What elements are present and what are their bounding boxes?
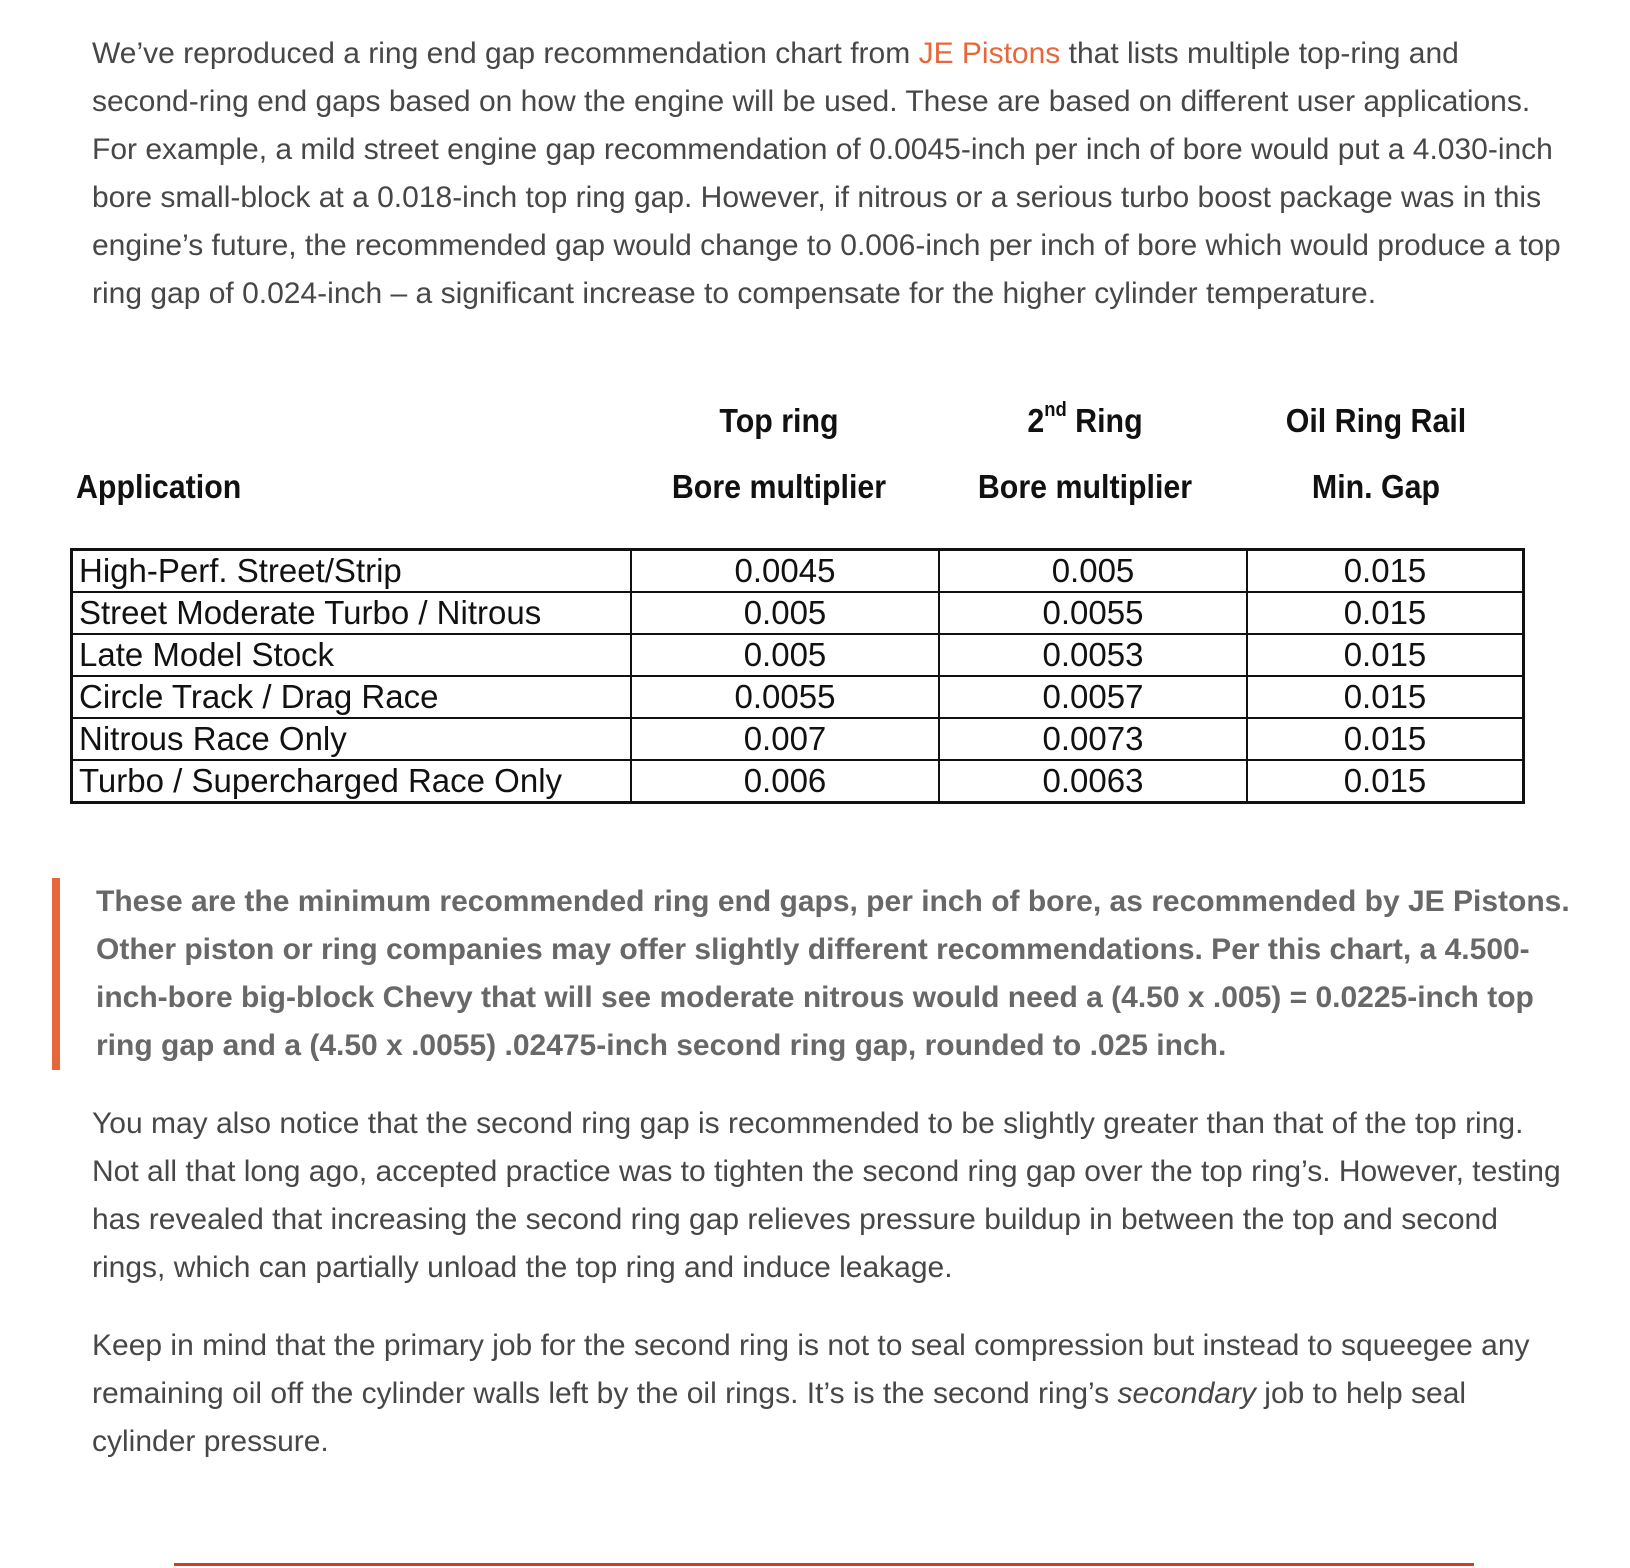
second-ring-cell: 0.0057 xyxy=(939,676,1247,718)
top-ring-cell: 0.006 xyxy=(631,760,939,803)
application-cell: Late Model Stock xyxy=(72,634,632,676)
header-second-ring-num: 2 xyxy=(1027,402,1045,439)
header-top-ring: Top ring xyxy=(719,402,839,439)
second-ring-cell: 0.0055 xyxy=(939,592,1247,634)
oil-ring-cell: 0.015 xyxy=(1247,550,1524,593)
oil-ring-cell: 0.015 xyxy=(1247,634,1524,676)
header-second-ring-word: Ring xyxy=(1066,402,1143,439)
table-row xyxy=(72,550,1524,593)
oil-ring-cell: 0.015 xyxy=(1247,592,1524,634)
ring-gap-chart xyxy=(70,400,1580,820)
second-ring-paragraph: You may also notice that the second ring gap is recommended to be slightly greater than that of the top ring. Not all that long ago, accepted practice was to tighten the second ring gap over the top ring’s. However, testing has revealed that increasing the second ring gap relieves pressure buildup in between the top and second rings, which can partially unload the top ring and induce leakage. xyxy=(92,1107,1561,1284)
oil-ring-cell: 0.015 xyxy=(1247,760,1524,803)
top-ring-cell: 0.0055 xyxy=(631,676,939,718)
top-ring-cell: 0.0045 xyxy=(631,550,939,593)
application-cell: Turbo / Supercharged Race Only xyxy=(72,760,632,803)
top-ring-cell: 0.007 xyxy=(631,718,939,760)
header-oil-min-gap: Min. Gap xyxy=(1311,468,1441,505)
table-row xyxy=(72,634,1524,676)
emphasis-secondary: secondary xyxy=(1117,1377,1256,1410)
second-ring-cell: 0.0053 xyxy=(939,634,1247,676)
intro-paragraph xyxy=(92,30,1572,318)
ring-gap-table xyxy=(70,548,1525,804)
application-cell: High-Perf. Street/Strip xyxy=(72,550,632,593)
header-application: Application xyxy=(76,468,242,505)
callout-text: These are the minimum recommended ring end gaps, per inch of bore, as recommended by JE Pistons. Other piston or ring companies may offer slightly different recommendations. Per this chart, a 4.500-inch-bore big-block Chevy that will see moderate nitrous would need a (4.50 x .005) = 0.0225-inch top ring gap and a (4.50 x .0055) .02475-inch second ring gap, rounded to .025 inch. xyxy=(96,885,1570,1062)
top-ring-cell: 0.005 xyxy=(631,592,939,634)
header-second-ring xyxy=(944,399,1226,440)
secondary-job-paragraph xyxy=(92,1322,1572,1466)
callout-blockquote xyxy=(52,878,1600,1070)
second-ring-cell: 0.0063 xyxy=(939,760,1247,803)
section-divider xyxy=(174,1563,1474,1566)
table-row xyxy=(72,592,1524,634)
second-ring-cell: 0.0073 xyxy=(939,718,1247,760)
application-cell: Circle Track / Drag Race xyxy=(72,676,632,718)
p3-text-end: job to help seal cylinder pressure. xyxy=(92,1377,1467,1458)
intro-text-end: that lists multiple top-ring and second-ring end gaps based on how the engine will be used. These are based on different user applications. For example, a mild street engine gap recommendation of 0.0045-inch per inch of bore would put a 4.030-inch bore small-block at a 0.018-inch top ring gap. However, if nitrous or a serious turbo boost package was in this engine’s future, the recommended gap would change to 0.006-inch per inch of bore which would produce a top ring gap of 0.024-inch – a significant increase to compensate for the higher cylinder temperature. xyxy=(92,37,1561,310)
je-pistons-link[interactable]: JE Pistons xyxy=(918,37,1061,70)
header-second-ring-sup: nd xyxy=(1044,399,1067,421)
header-oil-ring: Oil Ring Rail xyxy=(1285,402,1467,439)
top-ring-cell: 0.005 xyxy=(631,634,939,676)
table-row xyxy=(72,760,1524,803)
intro-text-start: We’ve reproduced a ring end gap recommendation chart from xyxy=(92,37,919,70)
oil-ring-cell: 0.015 xyxy=(1247,718,1524,760)
p3-text-start: Keep in mind that the primary job for the second ring is not to seal compression but instead to squeegee any remaining oil off the cylinder walls left by the oil rings. It’s is the second ring’s xyxy=(92,1329,1530,1410)
second-ring-cell: 0.005 xyxy=(939,550,1247,593)
application-cell: Street Moderate Turbo / Nitrous xyxy=(72,592,632,634)
application-cell: Nitrous Race Only xyxy=(72,718,632,760)
header-second-ring-multiplier: Bore multiplier xyxy=(977,468,1193,505)
table-row xyxy=(72,676,1524,718)
oil-ring-cell: 0.015 xyxy=(1247,676,1524,718)
header-top-ring-multiplier: Bore multiplier xyxy=(671,468,887,505)
table-row xyxy=(72,718,1524,760)
